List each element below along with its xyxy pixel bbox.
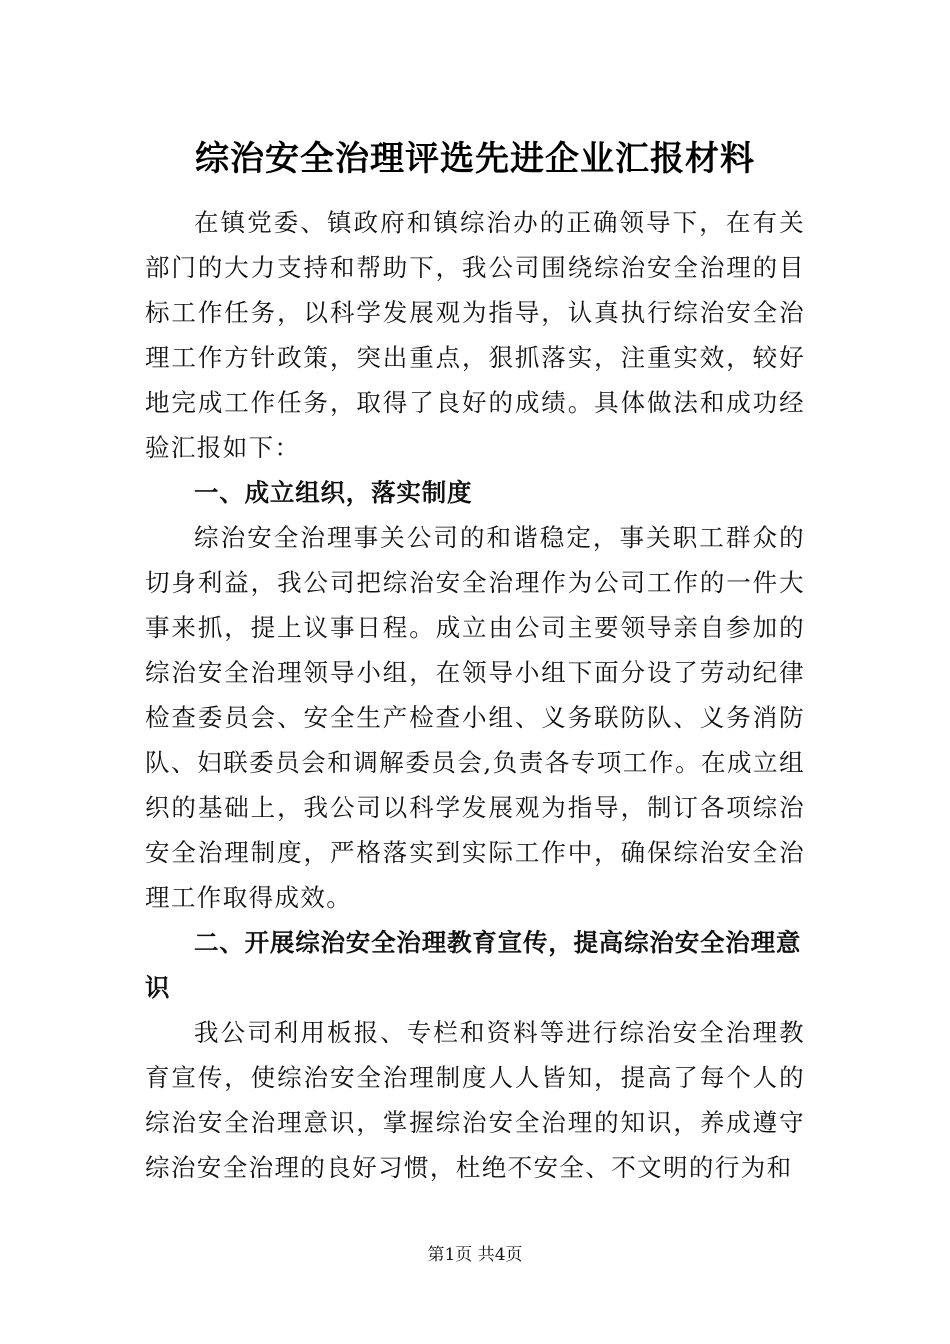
section-1-heading: 一、成立组织，落实制度 [194,478,473,507]
section-2-paragraph: 我公司利用板报、专栏和资料等进行综治安全治理教育宣传，使综治安全治理制度人人皆知，提高了每个人的综治安全治理意识，掌握综治安全治理的知识，养成遵守综治安全治理的良好习惯，杜绝不安全、不文明的行为和 [145,1018,805,1182]
section-1-paragraph: 综治安全治理事关公司的和谐稳定，事关职工群众的切身利益，我公司把综治安全治理作为公司工作的一件大事来抓，提上议事日程。成立由公司主要领导亲自参加的综治安全治理领导小组，在领导小组下面分设了劳动纪律检查委员会、安全生产检查小组、义务联防队、义务消防队、妇联委员会和调解委员会,负责各专项工作。在成立组织的基础上，我公司以科学发展观为指导，制订各项综治安全治理制度，严格落实到实际工作中，确保综治安全治理工作取得成效。 [145,523,805,912]
intro-paragraph: 在镇党委、镇政府和镇综治办的正确领导下，在有关部门的大力支持和帮助下，我公司围绕综治安全治理的目标工作任务，以科学发展观为指导，认真执行综治安全治理工作方针政策，突出重点，狠抓落实，注重实效，较好地完成工作任务，取得了良好的成绩。具体做法和成功经验汇报如下： [145,208,805,462]
page-number-footer: 第1页 共4页 [427,1245,523,1265]
document-body [145,200,805,1190]
document-title: 综治安全治理评选先进企业汇报材料 [195,139,755,179]
section-2-heading: 二、开展综治安全治理教育宣传，提高综治安全治理意识 [145,928,802,1002]
